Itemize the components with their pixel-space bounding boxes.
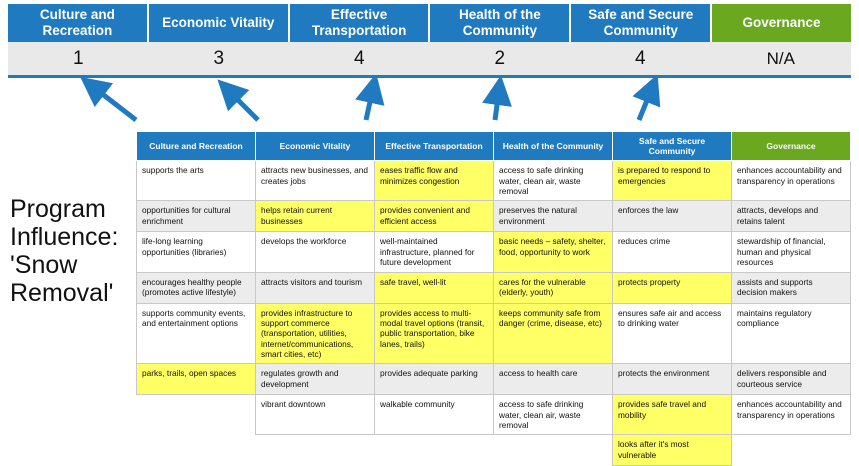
scorecard-header-band [8, 4, 851, 42]
page-title: Program Influence: 'Snow Removal' [10, 195, 119, 307]
matrix-cell-r1-c2: provides convenient and efficient access [375, 201, 494, 232]
table-row [137, 161, 851, 201]
matrix-cell-r7-c0 [137, 435, 256, 466]
arrow-effective-transportation [366, 88, 373, 120]
matrix-cell-r5-c4: protects the environment [613, 364, 732, 395]
score-cell-0: 1 [72, 47, 84, 69]
matrix-cell-r3-c5: assists and supports decision makers [732, 272, 851, 303]
matrix-cell-r7-c1 [256, 435, 375, 466]
matrix-cell-r6-c1: vibrant downtown [256, 395, 375, 435]
header-cell-4[interactable]: Safe and Secure Community [571, 4, 712, 42]
matrix-cell-r4-c4: ensures safe air and access to drinking water [613, 303, 732, 364]
table-row [137, 303, 851, 364]
matrix-cell-r5-c2: provides adequate parking [375, 364, 494, 395]
matrix-cell-r7-c2 [375, 435, 494, 466]
table-row [137, 201, 851, 232]
matrix-cell-r1-c1: helps retain current businesses [256, 201, 375, 232]
matrix-header-5: Governance [732, 132, 851, 161]
matrix-header-2: Effective Transportation [375, 132, 494, 161]
matrix-cell-r2-c4: reduces crime [613, 232, 732, 272]
matrix-cell-r0-c1: attracts new businesses, and creates jobs [256, 161, 375, 201]
matrix-cell-r1-c0: opportunities for cultural enrichment [137, 201, 256, 232]
matrix-cell-r1-c4: enforces the law [613, 201, 732, 232]
matrix-cell-r7-c4: looks after it's most vulnerable [613, 435, 732, 466]
matrix-cell-r1-c5: attracts, develops and retains talent [732, 201, 851, 232]
matrix-header-0: Culture and Recreation [137, 132, 256, 161]
matrix-cell-r3-c3: cares for the vulnerable (elderly, youth) [494, 272, 613, 303]
matrix-cell-r3-c1: attracts visitors and tourism [256, 272, 375, 303]
matrix-cell-r6-c0 [137, 395, 256, 435]
table-row [137, 232, 851, 272]
matrix-cell-r5-c0: parks, trails, open spaces [137, 364, 256, 395]
header-cell-3[interactable]: Health of the Community [430, 4, 571, 42]
matrix-cell-r6-c3: access to safe drinking water, clean air, waste removal [494, 395, 613, 435]
matrix-cell-r2-c3: basic needs – safety, shelter, food, opportunity to work [494, 232, 613, 272]
score-cell-1: 3 [213, 47, 225, 69]
arrow-economic-vitality [228, 90, 258, 120]
matrix-cell-r5-c3: access to health care [494, 364, 613, 395]
header-cell-1[interactable]: Economic Vitality [149, 4, 290, 42]
matrix-cell-r4-c1: provides infrastructure to support commerce (transportation, utilities, internet/communications, smart cities, etc) [256, 303, 375, 364]
matrix-cell-r2-c2: well-maintained infrastructure, planned for future development [375, 232, 494, 272]
matrix-cell-r0-c3: access to safe drinking water, clean air, waste removal [494, 161, 613, 201]
matrix-header-1: Economic Vitality [256, 132, 375, 161]
table-row [137, 272, 851, 303]
matrix-cell-r6-c4: provides safe travel and mobility [613, 395, 732, 435]
arrow-culture-recreation [92, 86, 136, 120]
matrix-cell-r6-c2: walkable community [375, 395, 494, 435]
matrix-cell-r4-c0: supports community events, and entertainment options [137, 303, 256, 364]
score-cell-2: 4 [353, 47, 365, 69]
arrow-health-community [495, 90, 499, 120]
table-row [137, 395, 851, 435]
matrix-cell-r3-c0: encourages healthy people (promotes active lifestyle) [137, 272, 256, 303]
matrix-cell-r1-c3: preserves the natural environment [494, 201, 613, 232]
matrix-cell-r0-c4: is prepared to respond to emergencies [613, 161, 732, 201]
matrix-cell-r6-c5: enhances accountability and transparency in operations [732, 395, 851, 435]
matrix-cell-r7-c3 [494, 435, 613, 466]
matrix-cell-r3-c4: protects property [613, 272, 732, 303]
arrow-safe-secure-community [639, 88, 652, 120]
matrix-body [137, 161, 851, 466]
scorecard-score-band [8, 42, 851, 78]
score-cell-3: 2 [494, 47, 506, 69]
influence-matrix [136, 131, 851, 466]
score-cell-4: 4 [634, 47, 646, 69]
matrix-cell-r0-c0: supports the arts [137, 161, 256, 201]
matrix-cell-r4-c5: maintains regulatory compliance [732, 303, 851, 364]
header-cell-0[interactable]: Culture and Recreation [8, 4, 149, 42]
matrix-header-3: Health of the Community [494, 132, 613, 161]
matrix-cell-r2-c0: life-long learning opportunities (libraries) [137, 232, 256, 272]
matrix-cell-r2-c5: stewardship of financial, human and physical resources [732, 232, 851, 272]
matrix-cell-r0-c5: enhances accountability and transparency in operations [732, 161, 851, 201]
matrix-cell-r0-c2: eases traffic flow and minimizes congestion [375, 161, 494, 201]
score-cell-5: N/A [766, 48, 795, 68]
table-row [137, 364, 851, 395]
matrix-cell-r4-c2: provides access to multi-modal travel options (transit, public transportation, bike lanes, trails) [375, 303, 494, 364]
arrow-layer [0, 78, 859, 133]
header-cell-2[interactable]: Effective Transportation [290, 4, 431, 42]
matrix-cell-r7-c5 [732, 435, 851, 466]
matrix-header-row [137, 132, 851, 161]
matrix-cell-r5-c5: delivers responsible and courteous service [732, 364, 851, 395]
header-cell-5[interactable]: Governance [712, 4, 851, 42]
matrix-cell-r4-c3: keeps community safe from danger (crime, disease, etc) [494, 303, 613, 364]
table-row [137, 435, 851, 466]
matrix-header-4: Safe and Secure Community [613, 132, 732, 161]
matrix-cell-r5-c1: regulates growth and development [256, 364, 375, 395]
matrix-cell-r3-c2: safe travel, well-lit [375, 272, 494, 303]
matrix-cell-r2-c1: develops the workforce [256, 232, 375, 272]
